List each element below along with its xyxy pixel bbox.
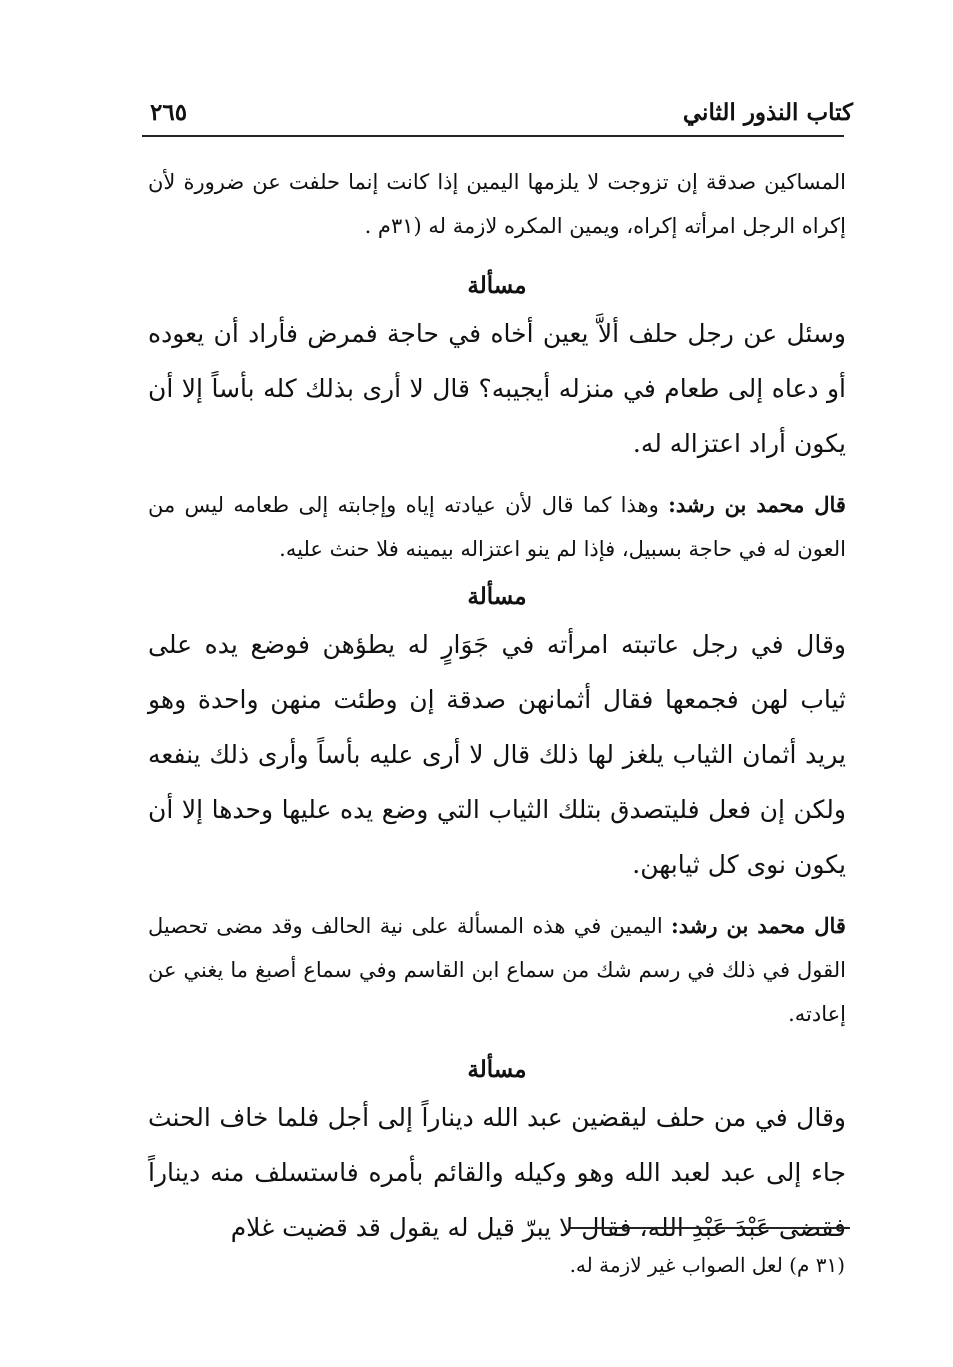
commentary-text-1: وهذا كما قال لأن عيادته إياه وإجابته إلى طعامه ليس من العون له في حاجة بسبيل، فإذا لم ينو اعتزاله بيمينه فلا حنث عليه. <box>148 493 846 561</box>
commentary-paragraph-1 <box>148 483 846 571</box>
question-paragraph-3: وقال في من حلف ليقضين عبد الله ديناراً إلى أجل فلما خاف الحنث جاء إلى عبد لعبد الله وهو وكيله والقائم بأمره فاستسلف منه ديناراً فقضى عَبْدَ عَبْدِ الله، فقال لا يبرّ قيل له يقول قد قضيت غلام <box>148 1103 846 1242</box>
question-paragraph-1: وسئل عن رجل حلف ألاَّ يعين أخاه في حاجة فمرض فأراد أن يعوده أو دعاه إلى طعام في منزله أيجيبه؟ قال لا أرى بذلك كله بأساً إلا أن يكون أراد اعتزاله له. <box>148 319 846 458</box>
intro-paragraph: المساكين صدقة إن تزوجت لا يلزمها اليمين إذا كانت إنما حلفت عن ضرورة لأن إكراه الرجل امرأته إكراه، ويمين المكره لازمة له (٣١م . <box>148 170 846 238</box>
page-body <box>148 160 846 1255</box>
running-title: كتاب النذور الثاني <box>682 99 853 126</box>
commentary-paragraph-2 <box>148 904 846 1036</box>
commentary-text-2: اليمين في هذه المسألة على نية الحالف وقد مضى تحصيل القول في ذلك في رسم شك من سماع ابن القاسم وفي سماع أصبغ ما يغني عن إعادته. <box>148 914 846 1026</box>
commentary-label-2: قال محمد بن رشد: <box>671 913 846 938</box>
footnote: (٣١ م) لعل الصواب غير لازمة له. <box>569 1253 845 1277</box>
section-heading-3: مسألة <box>467 1056 527 1083</box>
footnote-rule <box>570 1227 850 1229</box>
section-heading-1: مسألة <box>467 272 527 299</box>
question-paragraph-2: وقال في رجل عاتبته امرأته في جَوَارٍ له يطؤهن فوضع يده على ثياب لهن فجمعها فقال أثمانهن صدقة إن وطئت منهن واحدة وهو يريد أثمان الثياب يلغز لها ذلك قال لا أرى عليه بأساً وأرى ذلك ينفعه ولكن إن فعل فليتصدق بتلك الثياب التي وضع يده عليها وحدها إلا أن يكون نوى كل ثيابهن. <box>148 630 847 879</box>
page-number: ٢٦٥ <box>150 99 188 126</box>
commentary-label-1: قال محمد بن رشد: <box>668 492 846 517</box>
page-header <box>142 95 853 133</box>
section-heading-2: مسألة <box>467 583 527 610</box>
header-rule <box>142 135 844 137</box>
